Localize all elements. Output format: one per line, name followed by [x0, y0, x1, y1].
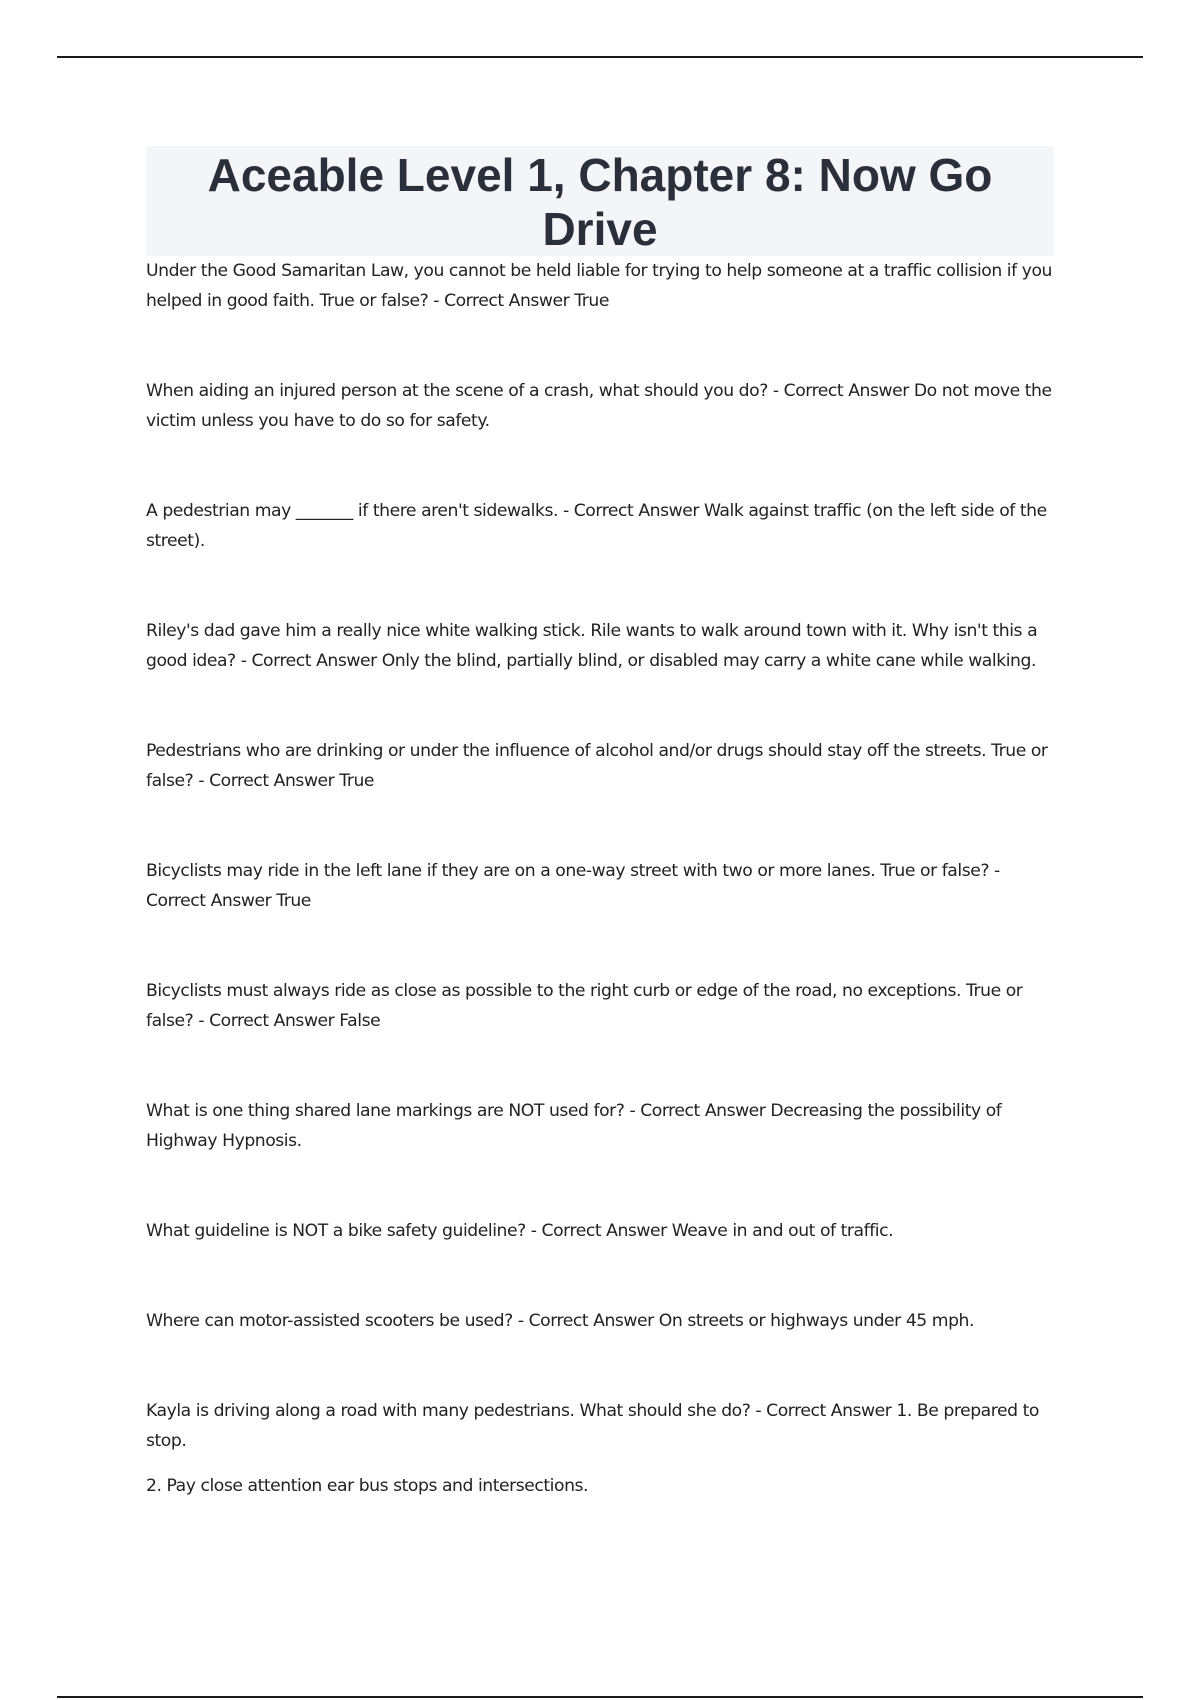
qa-item — [146, 1216, 1060, 1246]
qa-text: Kayla is driving along a road with many pedestrians. What should she do? - Correct Answer 1. Be prepared to stop. — [146, 1401, 1039, 1451]
bottom-rule — [57, 1696, 1143, 1698]
qa-text-continued: 2. Pay close attention ear bus stops and intersections. — [146, 1476, 589, 1496]
qa-item — [146, 376, 1060, 436]
qa-text: Where can motor-assisted scooters be used? - Correct Answer On streets or highways under 45 mph. — [146, 1311, 975, 1331]
qa-item — [146, 1396, 1060, 1501]
qa-text: What guideline is NOT a bike safety guideline? - Correct Answer Weave in and out of traffic. — [146, 1221, 894, 1241]
qa-text: What is one thing shared lane markings are NOT used for? - Correct Answer Decreasing the possibility of Highway Hypnosis. — [146, 1101, 1002, 1151]
page-title: Aceable Level 1, Chapter 8: Now Go Drive — [207, 149, 993, 255]
qa-item — [146, 976, 1060, 1036]
qa-item — [146, 256, 1060, 316]
qa-text: A pedestrian may _______ if there aren't sidewalks. - Correct Answer Walk against traffic (on the left side of the street). — [146, 501, 1047, 551]
qa-item — [146, 736, 1060, 796]
qa-text: Pedestrians who are drinking or under the influence of alcohol and/or drugs should stay off the streets. True or false? - Correct Answer True — [146, 741, 1048, 791]
qa-item — [146, 616, 1060, 676]
qa-item — [146, 496, 1060, 556]
qa-item — [146, 856, 1060, 916]
qa-item — [146, 1306, 1060, 1336]
top-rule — [57, 56, 1143, 58]
qa-text: Riley's dad gave him a really nice white walking stick. Rile wants to walk around town with it. Why isn't this a good idea? - Correct Answer Only the blind, partially blind, or disabled may carry a white cane while walking. — [146, 621, 1038, 671]
qa-text: Under the Good Samaritan Law, you cannot be held liable for trying to help someone at a traffic collision if you helped in good faith. True or false? - Correct Answer True — [146, 261, 1052, 311]
qa-text: When aiding an injured person at the scene of a crash, what should you do? - Correct Answer Do not move the victim unless you have to do so for safety. — [146, 381, 1052, 431]
qa-list — [146, 256, 1060, 1501]
qa-text: Bicyclists must always ride as close as possible to the right curb or edge of the road, no exceptions. True or false? - Correct Answer False — [146, 981, 1023, 1031]
title-banner — [146, 146, 1054, 256]
qa-text: Bicyclists may ride in the left lane if they are on a one-way street with two or more lanes. True or false? - Correct Answer True — [146, 861, 1000, 911]
qa-item — [146, 1096, 1060, 1156]
